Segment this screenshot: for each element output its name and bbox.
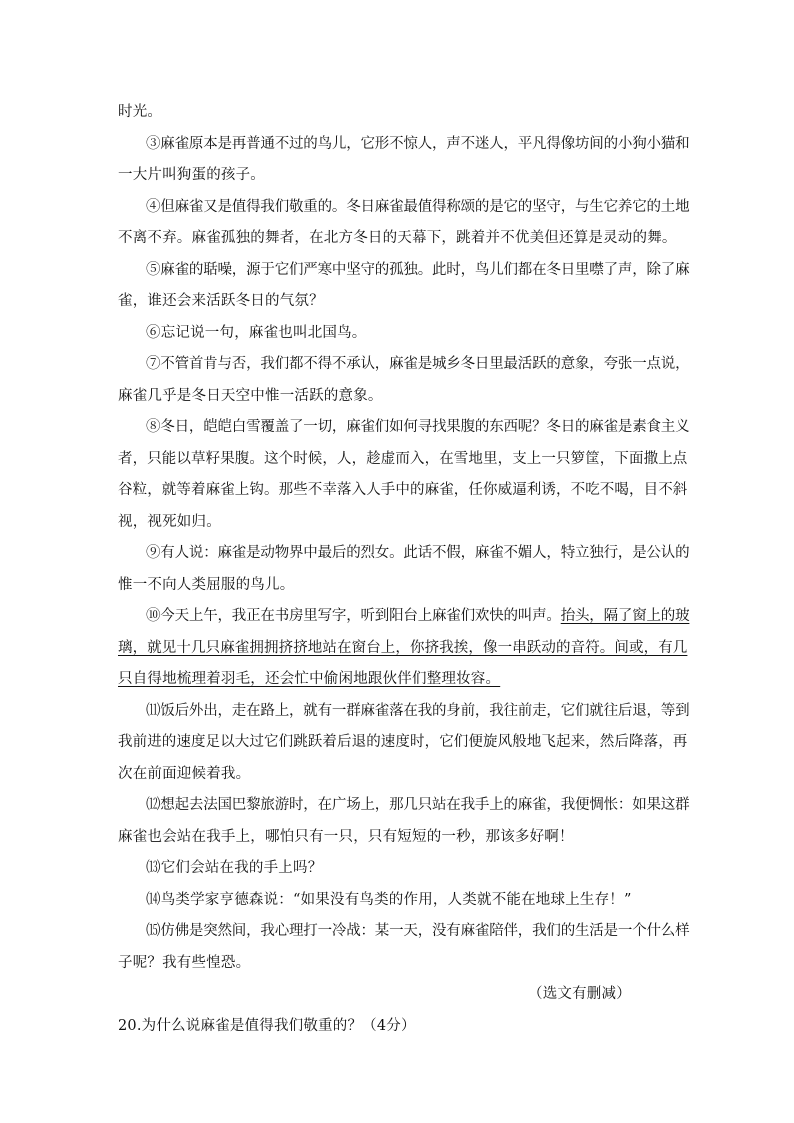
paragraph-line: ⑥忘记说一句，麻雀也叫北国鸟。 [146,325,367,341]
underlined-text: 只自得地梳理着羽毛，还会忙中偷闲地跟伙伴们整理妆容。 [118,671,501,687]
paragraph-line: 惟一不向人类屈服的鸟儿。 [118,577,295,593]
paragraph-line: ④但麻雀又是值得我们敬重的。冬日麻雀最值得称颂的是它的坚守，与生它养它的土地 [146,199,690,215]
paragraph-line: 谷粒，就等着麻雀上钩。那些不幸落入人手中的麻雀，任你威逼利诱，不吃不喝，目不斜 [118,482,688,498]
paragraph-line: 子呢？我有些惶恐。 [118,955,251,971]
paragraph-line: ⒀它们会站在我的手上吗？ [146,860,323,876]
underlined-text: 抬头，隔了窗上的玻 [560,608,690,624]
paragraph-line: 麻雀也会站在我手上，哪怕只有一只，只有短短的一秒，那该多好啊！ [118,829,574,845]
paragraph-line: ⑨有人说：麻雀是动物界中最后的烈女。此话不假，麻雀不媚人，特立独行，是公认的 [146,545,690,561]
paragraph-line: ⑾饭后外出，走在路上，就有一群麻雀落在我的身前，我往前走，它们就往后退，等到 [146,703,690,719]
paragraph-line: 视，视死如归。 [118,514,221,530]
underlined-text: 璃，就见十几只麻雀拥拥挤挤地站在窗台上，你挤我挨，像一串跃动的音符。间或，有几 [118,640,688,656]
paragraph-line: ③麻雀原本是再普通不过的鸟儿，它形不惊人，声不迷人，平凡得像坊间的小狗小猫和 [146,136,690,152]
paragraph-text: ⑩今天上午，我正在书房里写字，听到阳台上麻雀们欢快的叫声。 [146,608,561,624]
paragraph-line: 时光。 [118,104,163,120]
paragraph-line: 者，只能以草籽果腹。这个时候，人，趁虚而入，在雪地里，支上一只箩筐，下面撒上点 [118,451,688,467]
paragraph-line: 我前进的速度足以大过它们跳跃着后退的速度时，它们便旋风般地飞起来，然后降落，再 [118,734,688,750]
paragraph-line: ⒂仿佛是突然间，我心理打一冷战：某一天，没有麻雀陪伴，我们的生活是一个什么样 [146,923,690,939]
paragraph-line: ⑿想起去法国巴黎旅游时，在广场上，那几只站在我手上的麻雀，我便惆怅：如果这群 [146,797,690,813]
paragraph-line [146,606,689,626]
paragraph-line: 次在前面迎候着我。 [118,766,251,782]
paragraph-line: 麻雀几乎是冬日天空中惟一活跃的意象。 [118,388,383,404]
paragraph-line: ⑧冬日，皑皑白雪覆盖了一切，麻雀们如何寻找果腹的东西呢？冬日的麻雀是素食主义 [146,419,690,435]
source-note: （选文有删减） [528,986,631,1002]
paragraph-line: 雀，谁还会来活跃冬日的气氛？ [118,293,324,309]
paragraph-line: ⒁鸟类学家亨德森说：“如果没有鸟类的作用，人类就不能在地球上生存！” [146,892,632,908]
paragraph-line: ⑤麻雀的聒噪，源于它们严寒中坚守的孤独。此时，鸟儿们都在冬日里噤了声，除了麻 [146,262,690,278]
question-text: 20.为什么说麻雀是值得我们敬重的？（4分） [118,1018,416,1034]
paragraph-line: 不离不弃。麻雀孤独的舞者，在北方冬日的天幕下，跳着并不优美但还算是灵动的舞。 [118,230,677,246]
paragraph-line: 一大片叫狗蛋的孩子。 [118,167,265,183]
paragraph-line: ⑦不管首肯与否，我们都不得不承认，麻雀是城乡冬日里最活跃的意象，夸张一点说， [146,356,690,372]
